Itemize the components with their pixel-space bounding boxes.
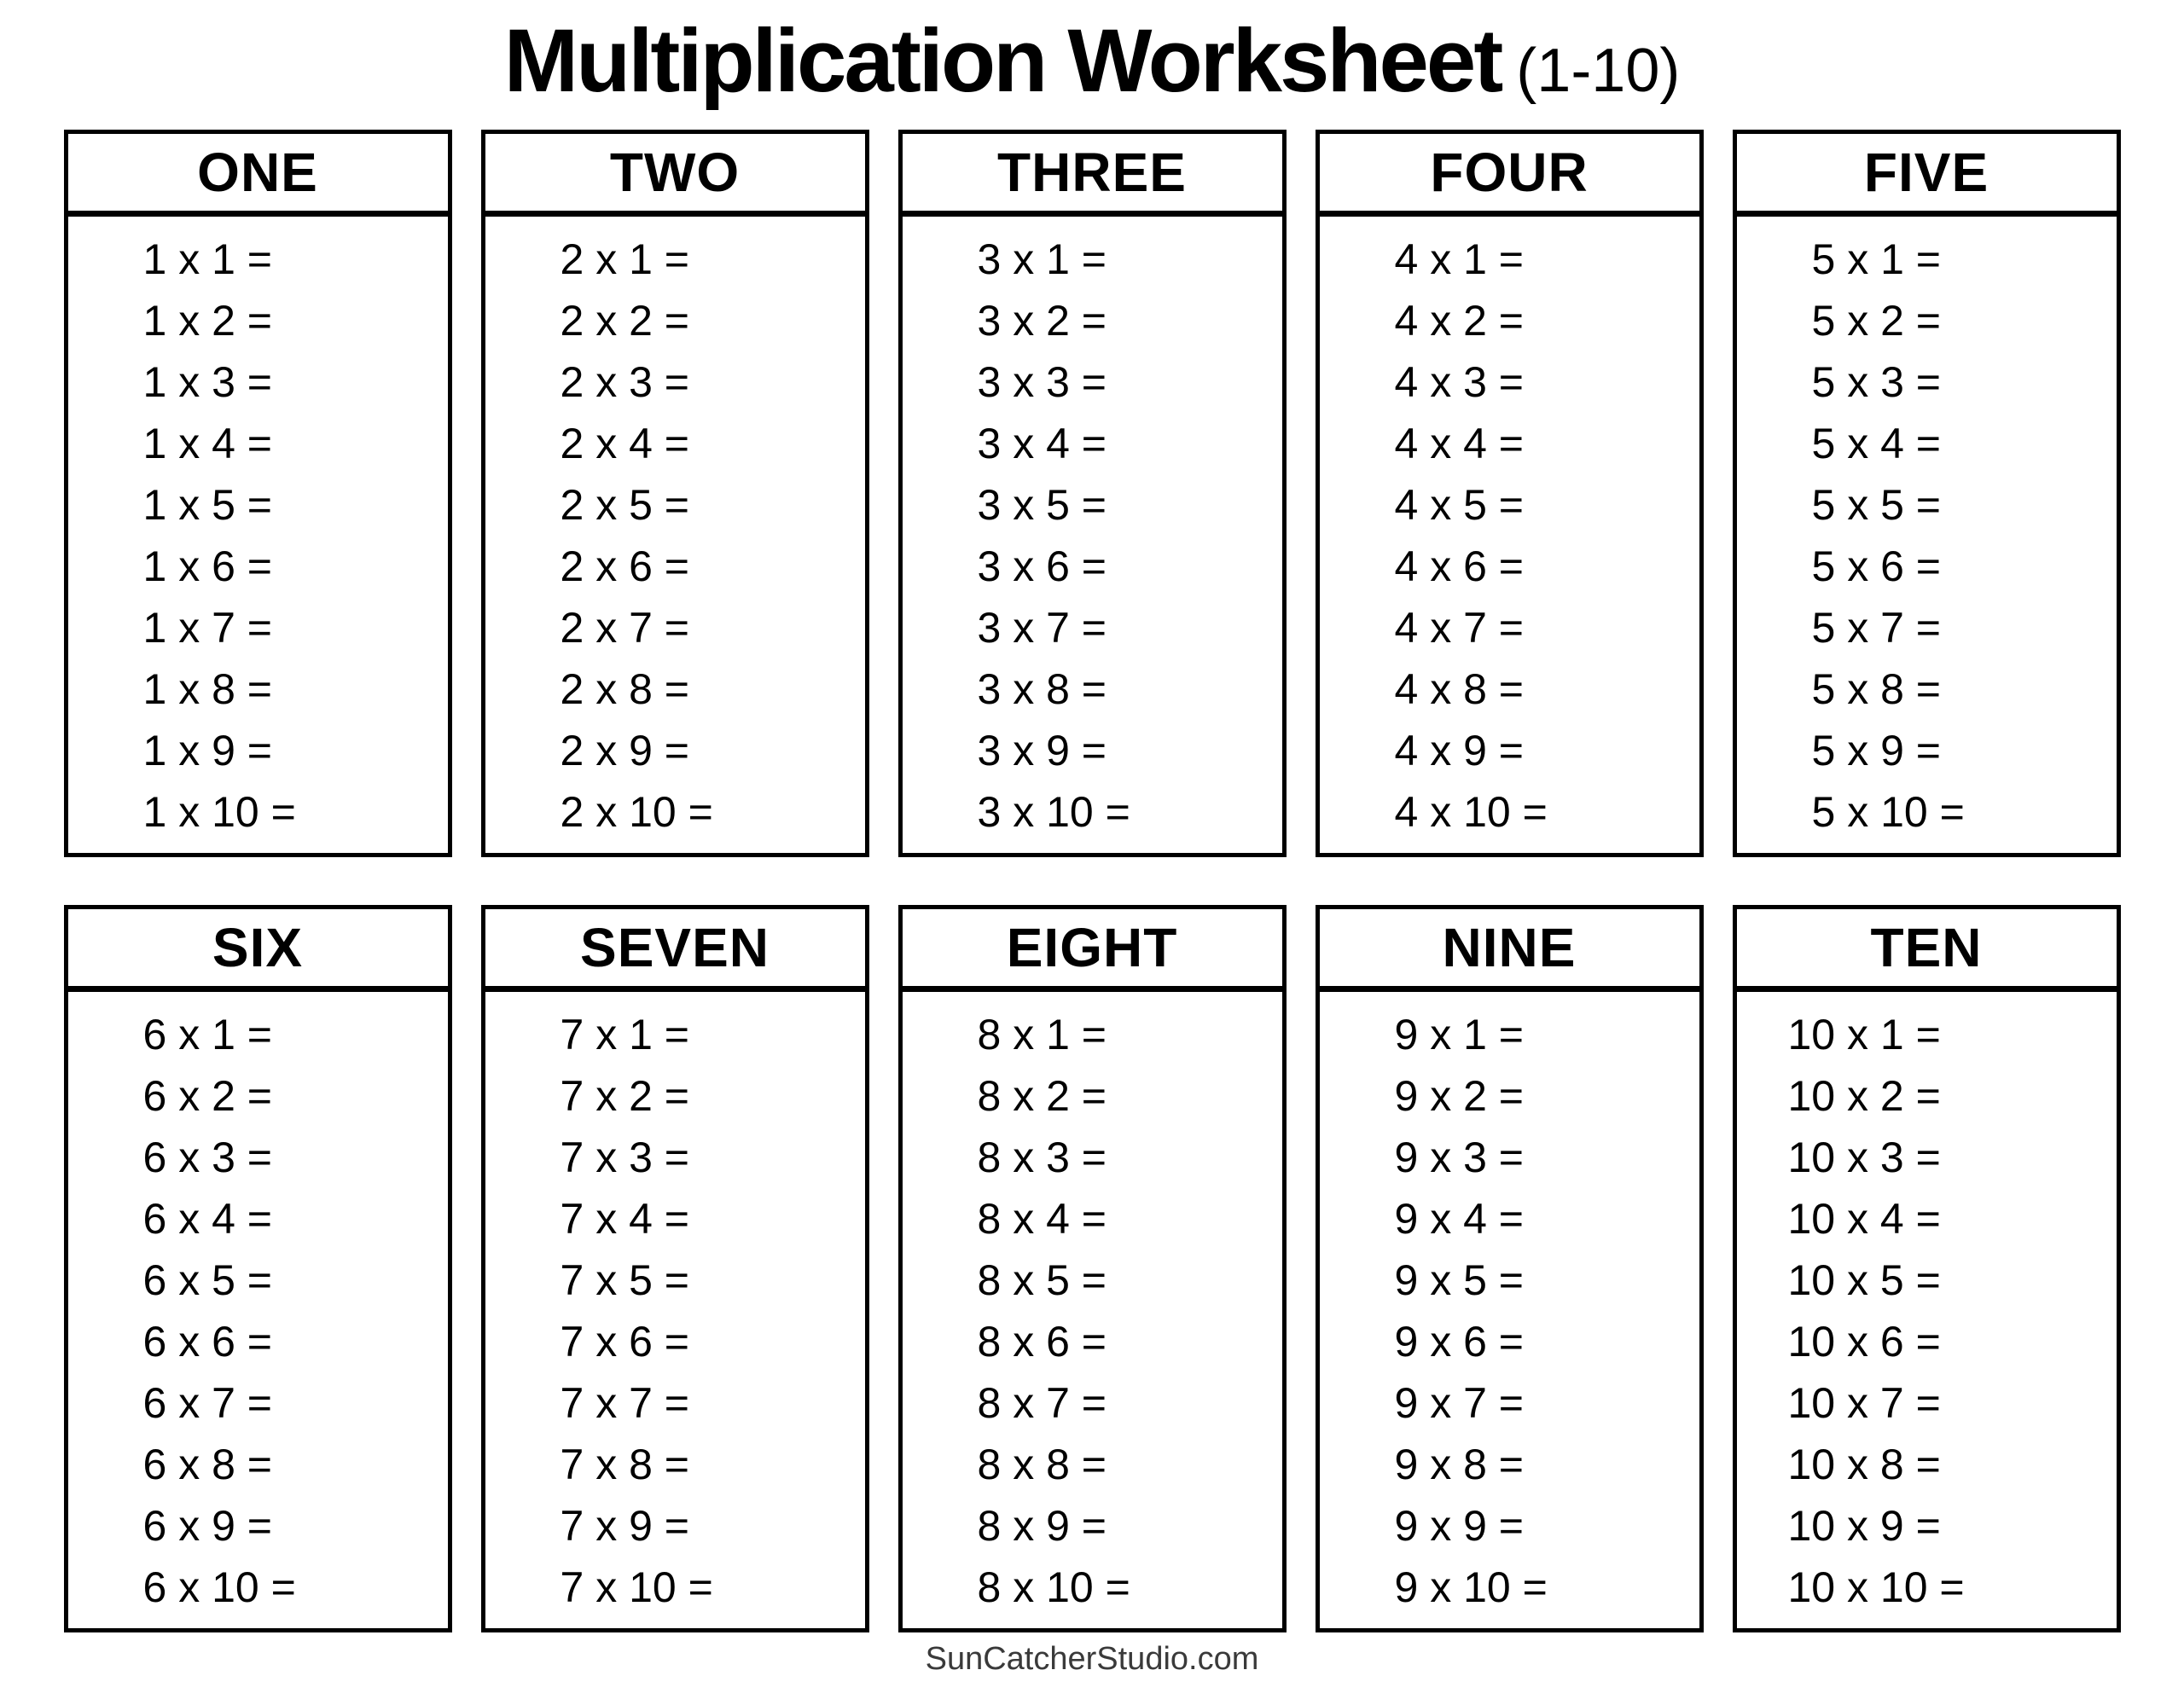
table-row: 6 x 3 = bbox=[142, 1133, 272, 1181]
table-header: SIX bbox=[68, 909, 448, 992]
table-row: 1 x 9 = bbox=[142, 726, 272, 774]
table-row: 6 x 7 = bbox=[142, 1378, 272, 1427]
table-row: 6 x 5 = bbox=[142, 1255, 272, 1304]
table-body bbox=[485, 992, 865, 1618]
table-row: 6 x 1 = bbox=[142, 1010, 272, 1058]
table-body bbox=[903, 217, 1282, 843]
table-row: 1 x 10 = bbox=[142, 787, 296, 836]
table-row: 10 x 7 = bbox=[1787, 1378, 1941, 1427]
table-row: 4 x 8 = bbox=[1394, 664, 1524, 713]
table-header: TWO bbox=[485, 134, 865, 217]
table-row: 9 x 4 = bbox=[1394, 1194, 1524, 1243]
worksheet-page bbox=[0, 12, 2184, 1678]
table-row: 8 x 8 = bbox=[977, 1440, 1107, 1488]
table-row: 1 x 2 = bbox=[142, 296, 272, 345]
table-row: 3 x 2 = bbox=[977, 296, 1107, 345]
table-row: 9 x 7 = bbox=[1394, 1378, 1524, 1427]
table-row: 7 x 5 = bbox=[560, 1255, 689, 1304]
table-row: 10 x 4 = bbox=[1787, 1194, 1941, 1243]
table-row: 5 x 3 = bbox=[1811, 357, 1941, 406]
table-body bbox=[1737, 992, 2117, 1618]
table-row: 6 x 10 = bbox=[142, 1563, 296, 1611]
table-row: 7 x 8 = bbox=[560, 1440, 689, 1488]
table-row: 3 x 4 = bbox=[977, 419, 1107, 467]
multiplication-table bbox=[898, 905, 1287, 1632]
table-row: 3 x 10 = bbox=[977, 787, 1130, 836]
table-row: 2 x 6 = bbox=[560, 542, 689, 590]
table-row: 9 x 1 = bbox=[1394, 1010, 1524, 1058]
table-row: 5 x 2 = bbox=[1811, 296, 1941, 345]
table-row: 6 x 9 = bbox=[142, 1501, 272, 1550]
table-header: FOUR bbox=[1320, 134, 1699, 217]
table-header: FIVE bbox=[1737, 134, 2117, 217]
table-row: 7 x 6 = bbox=[560, 1317, 689, 1366]
table-row: 7 x 7 = bbox=[560, 1378, 689, 1427]
multiplication-table bbox=[64, 130, 452, 857]
table-row: 2 x 4 = bbox=[560, 419, 689, 467]
table-row: 8 x 9 = bbox=[977, 1501, 1107, 1550]
table-row: 1 x 3 = bbox=[142, 357, 272, 406]
table-row: 10 x 9 = bbox=[1787, 1501, 1941, 1550]
table-row: 1 x 7 = bbox=[142, 603, 272, 652]
table-row: 7 x 2 = bbox=[560, 1071, 689, 1120]
table-row: 2 x 7 = bbox=[560, 603, 689, 652]
tables-grid bbox=[64, 130, 2121, 1632]
table-row: 8 x 2 = bbox=[977, 1071, 1107, 1120]
table-row: 5 x 4 = bbox=[1811, 419, 1941, 467]
page-title-main: Multiplication Worksheet bbox=[503, 11, 1502, 111]
table-row: 4 x 9 = bbox=[1394, 726, 1524, 774]
table-row: 10 x 8 = bbox=[1787, 1440, 1941, 1488]
table-row: 9 x 5 = bbox=[1394, 1255, 1524, 1304]
table-row: 8 x 10 = bbox=[977, 1563, 1130, 1611]
table-row: 10 x 1 = bbox=[1787, 1010, 1941, 1058]
table-row: 3 x 9 = bbox=[977, 726, 1107, 774]
multiplication-table bbox=[481, 905, 869, 1632]
table-header: SEVEN bbox=[485, 909, 865, 992]
table-row: 2 x 10 = bbox=[560, 787, 713, 836]
table-row: 8 x 5 = bbox=[977, 1255, 1107, 1304]
table-row: 10 x 5 = bbox=[1787, 1255, 1941, 1304]
table-row: 4 x 5 = bbox=[1394, 480, 1524, 529]
table-row: 5 x 8 = bbox=[1811, 664, 1941, 713]
table-row: 9 x 3 = bbox=[1394, 1133, 1524, 1181]
table-header: TEN bbox=[1737, 909, 2117, 992]
table-body bbox=[1737, 217, 2117, 843]
table-row: 3 x 5 = bbox=[977, 480, 1107, 529]
table-body bbox=[68, 992, 448, 1618]
table-body bbox=[1320, 217, 1699, 843]
table-body bbox=[1320, 992, 1699, 1618]
table-body bbox=[485, 217, 865, 843]
multiplication-table bbox=[481, 130, 869, 857]
table-row: 5 x 7 = bbox=[1811, 603, 1941, 652]
table-header: THREE bbox=[903, 134, 1282, 217]
table-row: 9 x 6 = bbox=[1394, 1317, 1524, 1366]
table-row: 8 x 7 = bbox=[977, 1378, 1107, 1427]
table-row: 2 x 9 = bbox=[560, 726, 689, 774]
table-row: 6 x 6 = bbox=[142, 1317, 272, 1366]
table-row: 4 x 6 = bbox=[1394, 542, 1524, 590]
table-row: 4 x 1 = bbox=[1394, 235, 1524, 283]
table-row: 1 x 8 = bbox=[142, 664, 272, 713]
table-body bbox=[903, 992, 1282, 1618]
table-row: 6 x 8 = bbox=[142, 1440, 272, 1488]
table-row: 1 x 4 = bbox=[142, 419, 272, 467]
table-row: 3 x 1 = bbox=[977, 235, 1107, 283]
table-row: 7 x 9 = bbox=[560, 1501, 689, 1550]
table-row: 8 x 3 = bbox=[977, 1133, 1107, 1181]
table-row: 2 x 8 = bbox=[560, 664, 689, 713]
table-row: 10 x 6 = bbox=[1787, 1317, 1941, 1366]
multiplication-table bbox=[1733, 905, 2121, 1632]
table-row: 8 x 6 = bbox=[977, 1317, 1107, 1366]
table-row: 6 x 2 = bbox=[142, 1071, 272, 1120]
table-row: 3 x 3 = bbox=[977, 357, 1107, 406]
table-row: 1 x 6 = bbox=[142, 542, 272, 590]
table-row: 2 x 5 = bbox=[560, 480, 689, 529]
table-row: 3 x 8 = bbox=[977, 664, 1107, 713]
page-title bbox=[0, 12, 2184, 111]
table-row: 5 x 1 = bbox=[1811, 235, 1941, 283]
table-row: 9 x 9 = bbox=[1394, 1501, 1524, 1550]
page-title-range: (1-10) bbox=[1516, 37, 1681, 105]
table-row: 10 x 10 = bbox=[1787, 1563, 1965, 1611]
table-row: 3 x 7 = bbox=[977, 603, 1107, 652]
table-row: 6 x 4 = bbox=[142, 1194, 272, 1243]
multiplication-table bbox=[898, 130, 1287, 857]
multiplication-table bbox=[1316, 905, 1704, 1632]
table-row: 2 x 2 = bbox=[560, 296, 689, 345]
table-row: 2 x 3 = bbox=[560, 357, 689, 406]
table-row: 1 x 5 = bbox=[142, 480, 272, 529]
table-row: 10 x 2 = bbox=[1787, 1071, 1941, 1120]
table-row: 1 x 1 = bbox=[142, 235, 272, 283]
table-row: 5 x 10 = bbox=[1811, 787, 1965, 836]
table-row: 7 x 4 = bbox=[560, 1194, 689, 1243]
table-row: 3 x 6 = bbox=[977, 542, 1107, 590]
table-row: 7 x 10 = bbox=[560, 1563, 713, 1611]
table-row: 4 x 4 = bbox=[1394, 419, 1524, 467]
table-row: 10 x 3 = bbox=[1787, 1133, 1941, 1181]
footer-credit: SunCatcherStudio.com bbox=[925, 1640, 1259, 1677]
table-row: 4 x 10 = bbox=[1394, 787, 1548, 836]
multiplication-table bbox=[64, 905, 452, 1632]
table-row: 5 x 5 = bbox=[1811, 480, 1941, 529]
table-row: 9 x 8 = bbox=[1394, 1440, 1524, 1488]
multiplication-table bbox=[1316, 130, 1704, 857]
table-row: 4 x 7 = bbox=[1394, 603, 1524, 652]
table-row: 7 x 1 = bbox=[560, 1010, 689, 1058]
table-row: 9 x 10 = bbox=[1394, 1563, 1548, 1611]
table-row: 9 x 2 = bbox=[1394, 1071, 1524, 1120]
table-row: 5 x 9 = bbox=[1811, 726, 1941, 774]
table-row: 7 x 3 = bbox=[560, 1133, 689, 1181]
table-body bbox=[68, 217, 448, 843]
table-row: 8 x 4 = bbox=[977, 1194, 1107, 1243]
table-row: 8 x 1 = bbox=[977, 1010, 1107, 1058]
table-row: 4 x 3 = bbox=[1394, 357, 1524, 406]
table-row: 5 x 6 = bbox=[1811, 542, 1941, 590]
multiplication-table bbox=[1733, 130, 2121, 857]
table-header: NINE bbox=[1320, 909, 1699, 992]
table-row: 4 x 2 = bbox=[1394, 296, 1524, 345]
table-header: EIGHT bbox=[903, 909, 1282, 992]
table-header: ONE bbox=[68, 134, 448, 217]
table-row: 2 x 1 = bbox=[560, 235, 689, 283]
